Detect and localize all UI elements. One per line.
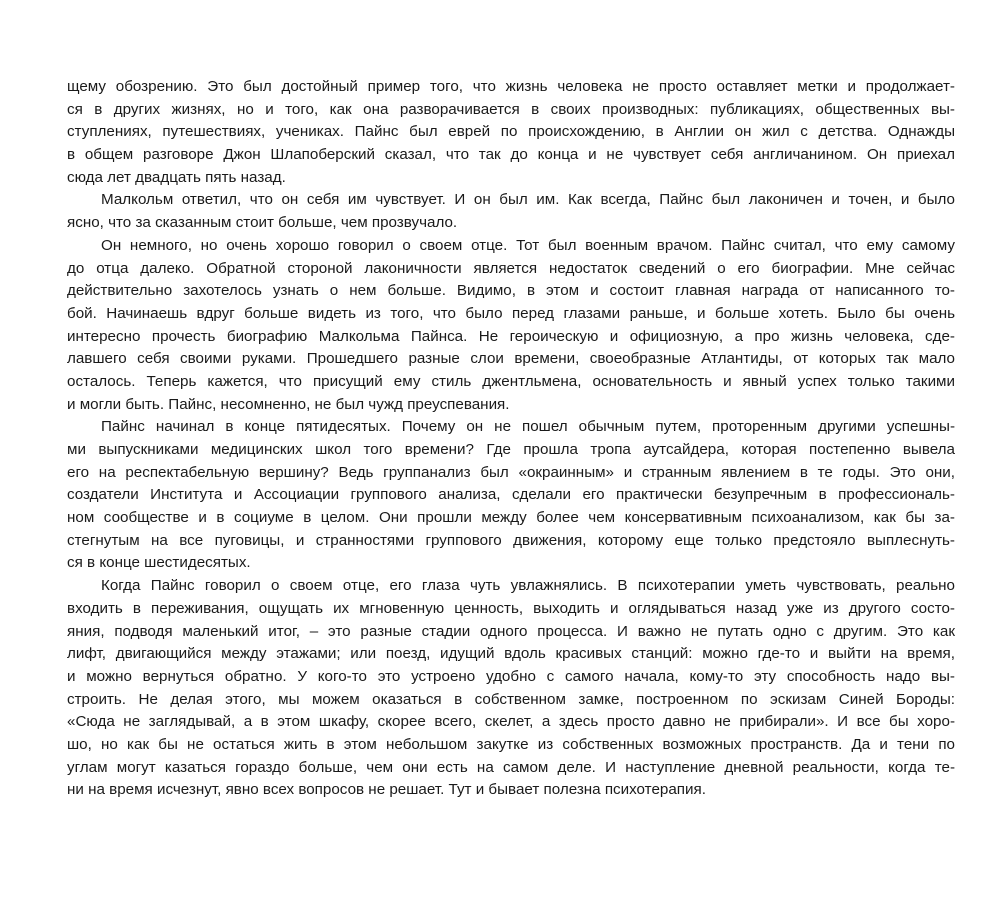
text-line: «Сюда не заглядывай, а в этом шкафу, скорее всего, скелет, а здесь просто давно не прибирали». И все бы хоро- — [67, 713, 955, 731]
text-line: Малкольм ответил, что он себя им чувствует. И он был им. Как всегда, Пайнс был лаконичен и точен, и было — [101, 191, 955, 209]
text-line: ном сообществе и в социуме в целом. Они прошли между более чем консервативным психоанализом, как бы за- — [67, 509, 955, 527]
text-line: лавшего себя своими руками. Прошедшего разные слои времени, своеобразные Атлантиды, от которых так мало — [67, 350, 955, 368]
text-line: осталось. Теперь кажется, что присущий ему стиль джентльмена, основательность и явный успех только такими — [67, 372, 955, 390]
text-line: Когда Пайнс говорил о своем отце, его глаза чуть увлажнялись. В психотерапии уметь чувствовать, реально — [101, 577, 955, 595]
text-line: ясно, что за сказанным стоит больше, чем прозвучало. — [67, 214, 458, 232]
text-line: ступлениях, путешествиях, учениках. Пайнс был еврей по происхождению, в Англии он жил с детства. Однажды — [67, 123, 955, 141]
text-line: ся в других жизнях, но и того, как она разворачивается в своих производных: публикациях, общественных вы- — [67, 100, 955, 118]
text-line: в общем разговоре Джон Шлапоберский сказал, что так до конца и не чувствует себя англичанином. Он приехал — [67, 146, 955, 164]
text-line: лифт, двигающийся между этажами; или поезд, идущий вдоль красивых станций: можно где-то и выйти на время, — [67, 645, 955, 663]
text-line: и могли быть. Пайнс, несомненно, не был чужд преуспевания. — [67, 395, 510, 413]
text-line: шо, но как бы не остаться жить в этом небольшом закутке из собственных возможных пространств. Да и тени по — [67, 735, 955, 753]
text-line: сюда лет двадцать пять назад. — [67, 168, 286, 186]
text-line: яния, подводя маленький итог, – это разные стадии одного процесса. И важно не путать одно с другим. Это как — [67, 622, 955, 640]
text-line: бой. Начинаешь вдруг больше видеть из того, что было перед глазами раньше, и больше хотеть. Было бы очень — [67, 304, 955, 322]
body-text — [67, 76, 955, 802]
text-line: ни на время исчезнут, явно всех вопросов не решает. Тут и бывает полезна психотерапия. — [67, 781, 706, 799]
text-line: и можно вернуться обратно. У кого-то это устроено удобно с самого начала, кому-то эту способность надо вы- — [67, 667, 955, 685]
text-line: щему обозрению. Это был достойный пример того, что жизнь человека не просто оставляет метки и продолжает- — [67, 78, 955, 95]
text-line: действительно захотелось узнать о нем больше. Видимо, в этом и состоит главная награда от написанного то- — [67, 282, 955, 300]
text-line: Пайнс начинал в конце пятидесятых. Почему он не пошел обычным путем, проторенным другими успешны- — [101, 418, 955, 436]
text-line: Он немного, но очень хорошо говорил о своем отце. Тот был военным врачом. Пайнс считал, что ему самому — [101, 236, 955, 254]
text-line: стегнутым на все пуговицы, и странностями группового движения, которому еще только предстояло выплеснуть- — [67, 531, 955, 549]
text-line: строить. Не делая этого, мы можем оказаться в собственном замке, построенном по эскизам Синей Бороды: — [67, 690, 955, 708]
text-line: ми выпускниками медицинских школ того времени? Где прошла тропа аутсайдера, которая постепенно вывела — [67, 441, 955, 458]
text-line: создатели Института и Ассоциации группового анализа, сделали его практически безупречным в профессиональ- — [67, 486, 955, 504]
text-line: углам могут казаться гораздо больше, чем они есть на самом деле. И наступление дневной реальности, когда те- — [67, 758, 955, 776]
text-line: интересно прочесть биографию Малкольма Пайнса. Не героическую и официозную, а про жизнь человека, сде- — [67, 327, 955, 345]
text-line: его на респектабельную вершину? Ведь группанализ был «окраинным» и странным явлением в те годы. Это они, — [67, 463, 955, 481]
text-line: ся в конце шестидесятых. — [67, 554, 251, 572]
text-line: входить в переживания, ощущать их мгновенную ценность, выходить и оглядываться назад уже из другого состо- — [67, 599, 955, 617]
text-line: до отца далеко. Обратной стороной лаконичности является недостаток сведений о его биографии. Мне сейчас — [67, 259, 955, 277]
